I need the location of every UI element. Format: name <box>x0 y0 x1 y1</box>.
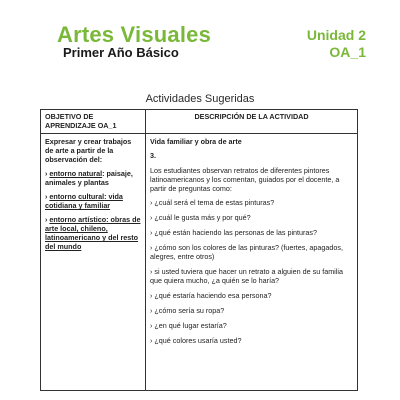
item-rest: : paisaje, animales y plantas <box>45 169 133 187</box>
activity-question: › ¿cómo son los colores de las pinturas? (fuertes, apagados, alegres, entre otros) <box>150 243 343 261</box>
objective-item-artistic <box>45 215 141 251</box>
grade-subtitle: Primer Año Básico <box>63 45 179 60</box>
activity-question: › ¿qué están haciendo las personas de las pinturas? <box>150 228 318 237</box>
item-marker: › <box>45 215 50 224</box>
activity-question: › ¿cuál le gusta más y por qué? <box>150 213 251 222</box>
activity-cell <box>146 134 357 390</box>
activity-question: › ¿cuál será el tema de estas pinturas? <box>150 198 275 207</box>
activity-title: Vida familiar y obra de arte <box>150 137 242 146</box>
activity-number: 3. <box>150 151 156 160</box>
subject-title: Artes Visuales <box>57 22 212 47</box>
activity-question: › ¿cómo sería su ropa? <box>150 306 225 315</box>
item-label: entorno artístico <box>49 215 107 224</box>
activity-question: › si usted tuviera que hacer un retrato a alguien de su familia que quiera mucho, ¿a quién se lo haría? <box>150 267 343 285</box>
item-label: entorno cultural <box>49 192 105 201</box>
item-marker: › <box>45 169 50 178</box>
section-title: Actividades Sugeridas <box>145 93 255 105</box>
activity-intro: Los estudiantes observan retratos de diferentes pintores latinoamericanos y los comentan, guiados por el docente, a partir de preguntas como: <box>150 166 340 193</box>
item-rest: : obras de arte local, chileno, latinoamericano y del resto del mundo <box>45 215 141 251</box>
activities-table <box>40 109 358 391</box>
item-marker: › <box>45 192 50 201</box>
activity-question: › ¿en qué lugar estaría? <box>150 321 227 330</box>
oa-label: OA_1 <box>329 44 366 60</box>
item-label: entorno natural <box>49 169 103 178</box>
objective-cell <box>41 134 146 390</box>
objective-intro: Expresar y crear trabajos de arte a partir de la observación del: <box>45 137 132 164</box>
objective-column-header: OBJETIVO DE APRENDIZAJE OA_1 <box>41 110 146 134</box>
objective-item-cultural <box>45 192 141 210</box>
activity-question: › ¿qué colores usaría usted? <box>150 336 242 345</box>
item-rest: : vida cotidiana y familiar <box>45 192 123 210</box>
activity-question: › ¿qué estaría haciendo esa persona? <box>150 291 272 300</box>
unit-label: Unidad 2 <box>306 27 366 43</box>
objective-item-natural <box>45 169 141 187</box>
activity-column-header: DESCRIPCIÓN DE LA ACTIVIDAD <box>146 110 357 134</box>
